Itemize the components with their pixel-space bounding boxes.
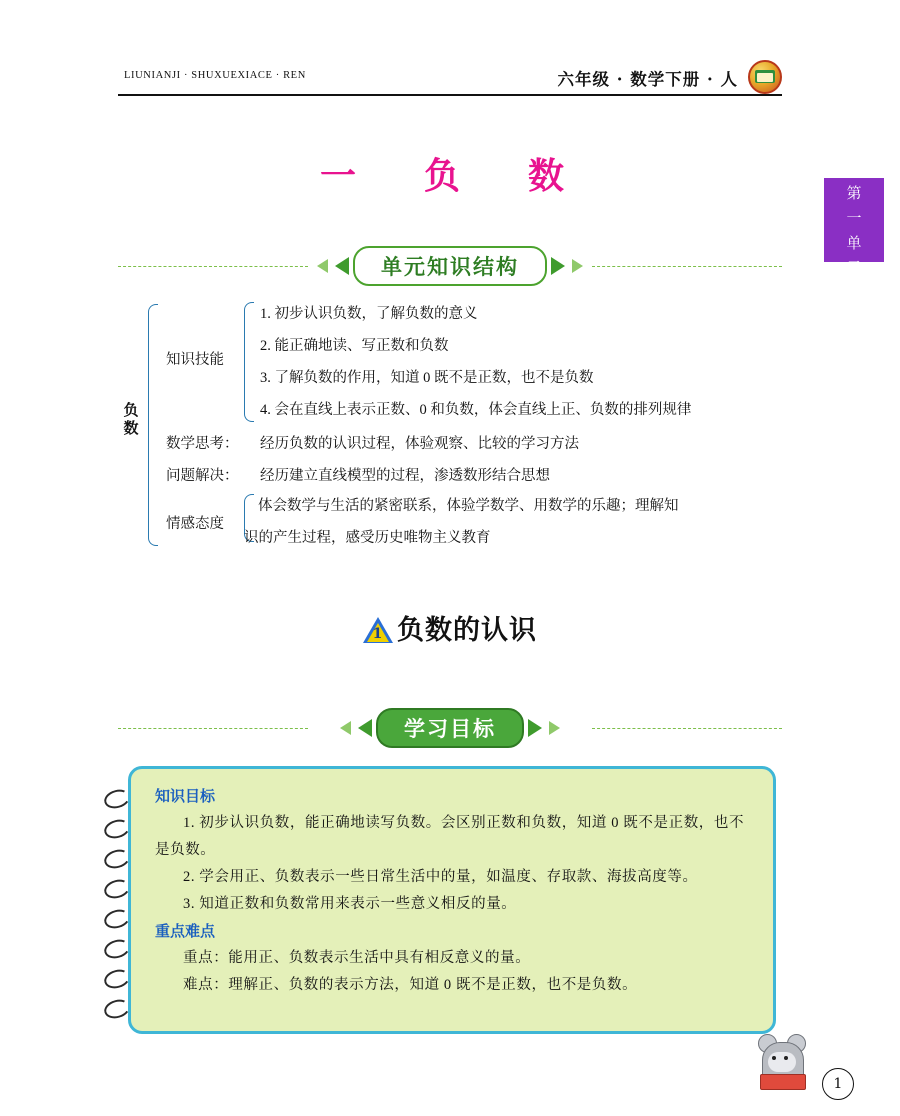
goals-banner-arrow-outer-left-icon <box>340 721 351 735</box>
goals-banner-arrow-right-icon <box>528 719 542 737</box>
banner-arrow-left-icon <box>335 257 349 275</box>
diagram-branch-label-3: 情感态度 <box>166 516 224 532</box>
page-header <box>118 62 782 98</box>
diagram-item-2-0: 经历建立直线模型的过程，渗透数形结合思想 <box>260 468 550 484</box>
header-pinyin-text: LIUNIANJI · SHUXUEXIACE · REN <box>124 70 306 81</box>
goals-banner <box>118 710 782 746</box>
unit-title: 一 负 数 <box>319 155 580 197</box>
diagram-item-0-0: 1. 初步认识负数，了解负数的意义 <box>260 306 478 322</box>
diagram-branch-label-1: 数学思考： <box>166 436 239 452</box>
diagram-brace-branch-0 <box>244 302 254 422</box>
diagram-item-1-0: 经历负数的认识过程，体验观察、比较的学习方法 <box>260 436 579 452</box>
diagram-root-char-2: 数 <box>123 421 139 437</box>
goals-banner-arrow-left-icon <box>358 719 372 737</box>
diagram-root-label <box>120 402 142 438</box>
banner-label: 单元知识结构 <box>353 246 547 286</box>
banner-dash-left <box>118 266 308 267</box>
side-tab-line-3: 单 <box>846 236 862 252</box>
mascot-book <box>760 1074 806 1090</box>
publisher-logo-icon <box>748 60 782 94</box>
goals-banner-dash-right <box>592 728 782 729</box>
learning-goals-box <box>128 766 776 1034</box>
header-divider <box>118 94 782 96</box>
goals-knowledge-heading: 知识目标 <box>155 787 216 805</box>
mascot-eye-right <box>784 1056 788 1060</box>
goals-banner-center <box>337 710 563 746</box>
banner-center <box>314 248 586 284</box>
mouse-mascot-icon <box>756 1032 808 1088</box>
diagram-item-0-1: 2. 能正确地读、写正数和负数 <box>260 338 449 354</box>
banner-arrow-right-icon <box>551 257 565 275</box>
goals-focus-heading: 重点难点 <box>155 922 216 940</box>
unit-side-tab <box>824 178 884 277</box>
page-number: 1 <box>822 1068 854 1100</box>
goals-knowledge-item-0: 1. 初步认识负数，能正确地读写负数。会区别正数和负数，知道 0 既不是正数，也不是负数。 <box>155 815 745 858</box>
mascot-eye-left <box>772 1056 776 1060</box>
side-tab-line-2: 一 <box>846 211 862 227</box>
knowledge-structure-diagram <box>118 296 782 560</box>
diagram-branch-label-2: 问题解决： <box>166 468 239 484</box>
side-tab-line-4: 元 <box>846 261 862 277</box>
goals-banner-dash-left <box>118 728 308 729</box>
mascot-face <box>768 1052 796 1072</box>
section-number-badge-icon <box>363 617 393 643</box>
goals-focus-item-1: 难点：理解正、负数的表示方法，知道 0 既不是正数，也不是负数。 <box>183 977 638 993</box>
side-tab-line-1: 第 <box>846 186 862 202</box>
logo-shape-inner <box>757 73 773 82</box>
goals-banner-arrow-outer-right-icon <box>549 721 560 735</box>
banner-dash-right <box>592 266 782 267</box>
banner-arrow-outer-left-icon <box>317 259 328 273</box>
diagram-brace-outer <box>148 304 158 546</box>
diagram-item-0-2: 3. 了解负数的作用，知道 0 既不是正数，也不是负数 <box>260 370 594 386</box>
goals-knowledge-item-1: 2. 学会用正、负数表示一些日常生活中的量，如温度、存取款、海拔高度等。 <box>183 869 698 885</box>
diagram-root-char-1: 负 <box>123 403 139 419</box>
header-title-text: 六年级 · 数学下册 · 人 <box>557 70 738 89</box>
diagram-item-3-1: 识的产生过程，感受历史唯物主义教育 <box>244 530 491 546</box>
banner-arrow-outer-right-icon <box>572 259 583 273</box>
section-heading <box>0 608 900 647</box>
knowledge-structure-banner <box>118 248 782 284</box>
section-title: 负数的认识 <box>397 615 537 646</box>
section-number: 1 <box>372 626 384 642</box>
diagram-item-3-0: 体会数学与生活的紧密联系，体验学数学、用数学的乐趣；理解知 <box>258 498 679 514</box>
diagram-item-0-3: 4. 会在直线上表示正数、0 和负数，体会直线上正、负数的排列规律 <box>260 402 692 418</box>
goals-focus-item-0: 重点：能用正、负数表示生活中具有相反意义的量。 <box>183 950 531 966</box>
diagram-branch-label-0: 知识技能 <box>166 352 224 368</box>
goals-banner-label: 学习目标 <box>376 708 524 748</box>
goals-knowledge-item-2: 3. 知道正数和负数常用来表示一些意义相反的量。 <box>183 896 517 912</box>
